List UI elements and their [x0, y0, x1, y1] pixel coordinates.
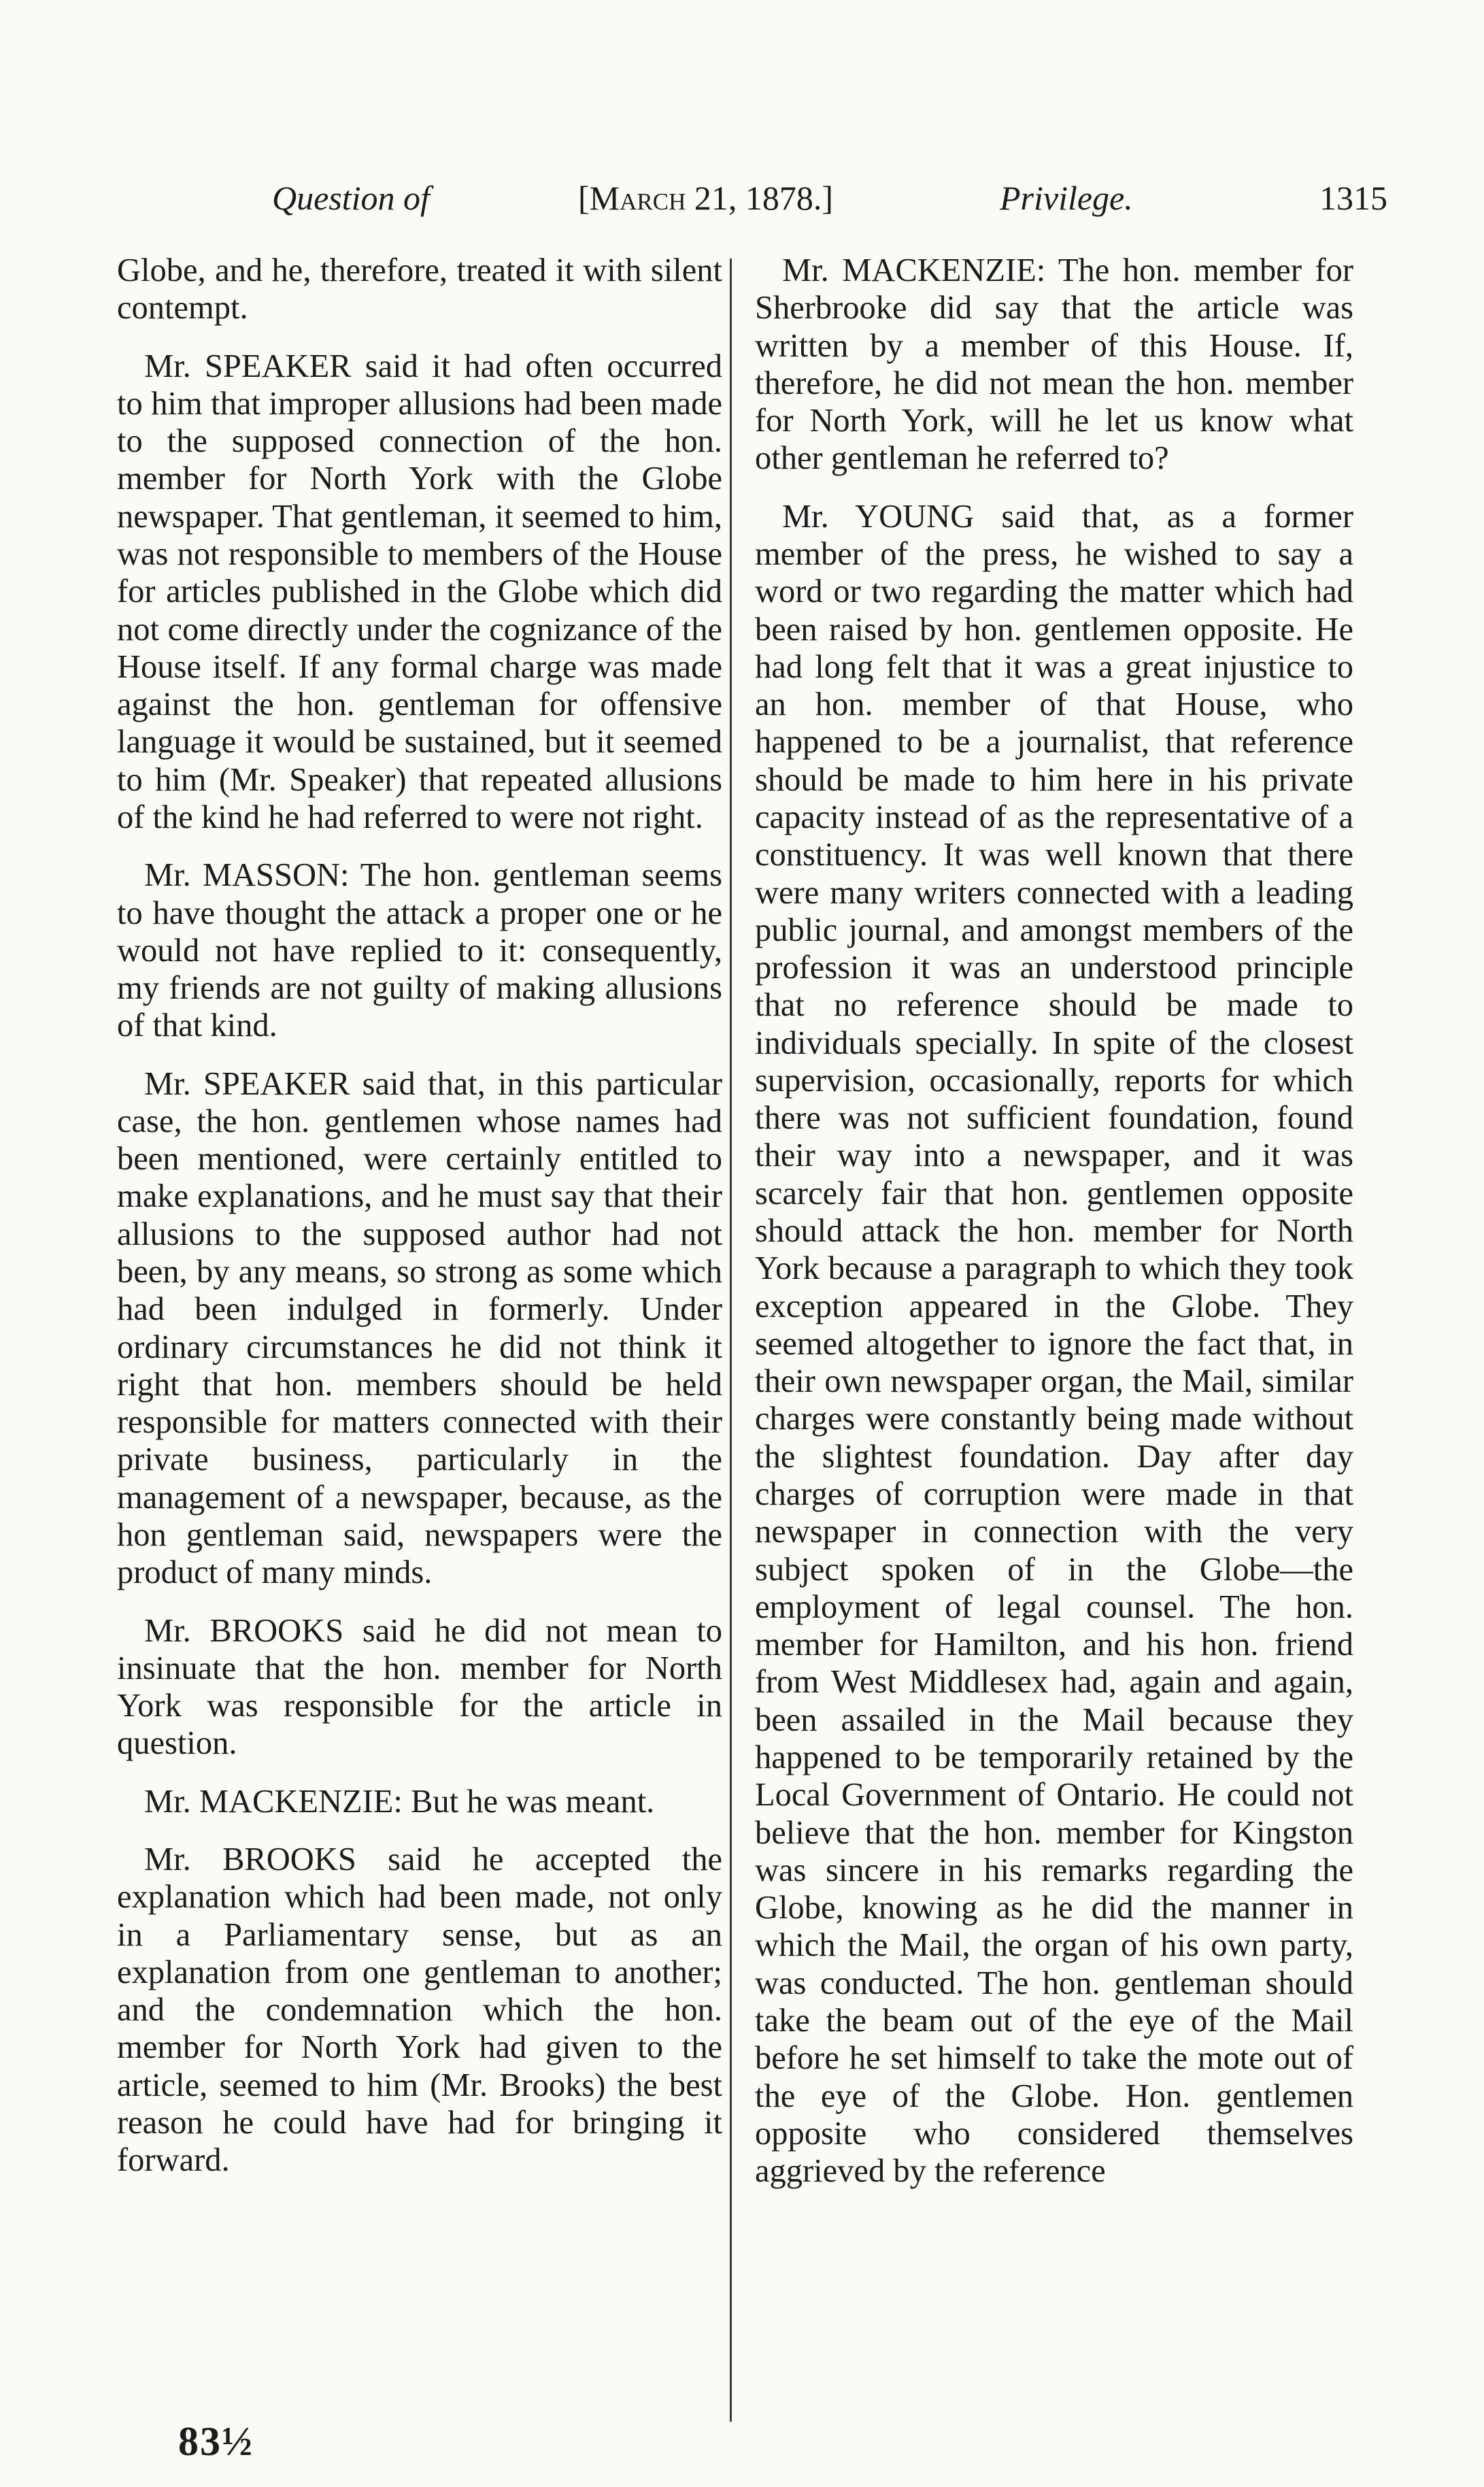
paragraph: Globe, and he, therefore, treated it with silent contempt. — [117, 252, 722, 327]
signature-mark: 83½ — [178, 2419, 254, 2464]
column-divider — [730, 258, 732, 2422]
paragraph: Mr. MASSON: The hon. gentleman seems to have thought the attack a proper one or he would not have replied to it: consequently, my friends are not guilty of making allusions of that kind. — [117, 857, 722, 1044]
page-number: 1315 — [1319, 179, 1387, 217]
paragraph: Mr. MACKENZIE: But he was meant. — [144, 1783, 655, 1820]
paragraph: Mr. SPEAKER said that, in this particular case, the hon. gentlemen whose names had been mentioned, were certainly entitled to make explanations, and he must say that their allusions to the supposed author had not been, by any means, so strong as some which had been indulged in formerly. Under ordinary circumstances he did not think it right that hon. members should be held responsible for matters connected with their private business, particularly in the management of a newspaper, because, as the hon gentleman said, newspapers were the product of many minds. — [117, 1065, 722, 1591]
paragraph: Mr. SPEAKER said it had often occurred to him that improper allusions had been made to the supposed connection of the hon. member for North York with the Globe newspaper. That gentleman, it seemed to him, was not responsible to members of the House for articles published in the Globe which did not come directly under the cognizance of the House itself. If any formal charge was made against the hon. gentleman for offensive language it would be sustained, but it seemed to him (Mr. Speaker) that repeated allusions of the kind he had referred to were not right. — [117, 348, 722, 835]
header-right: Privilege. — [1000, 179, 1133, 217]
right-column — [755, 252, 1353, 2210]
header-date: [March 21, 1878.] — [578, 179, 833, 217]
left-column — [117, 252, 722, 2200]
paragraph: Mr. YOUNG said that, as a former member of the press, he wished to say a word or two regarding the matter which had been raised by hon. gentlemen opposite. He had long felt that it was a great injustice to an hon. member of that House, who happened to be a journalist, that reference should be made to him here in his private capacity instead of as the representative of a constituency. It was well known that there were many writers connected with a leading public journal, and amongst members of the profession it was an understood principle that no reference should be made to individuals specially. In spite of the closest supervision, occasionally, reports for which there was not sufficient foundation, found their way into a newspaper, and it was scarcely fair that hon. gentlemen opposite should attack the hon. member for North York because a paragraph to which they took exception appeared in the Globe. They seemed altogether to ignore the fact that, in their own newspaper organ, the Mail, similar charges were constantly being made without the slightest foundation. Day after day charges of corruption were made in that newspaper in connection with the very subject spoken of in the Globe—the employment of legal counsel. The hon. member for Hamilton, and his hon. friend from West Middlesex had, again and again, been assailed in the Mail because they happened to be temporarily retained by the Local Government of Ontario. He could not believe that the hon. member for Kingston was sincere in his remarks regarding the Globe, knowing as he did the manner in which the Mail, the organ of his own party, was conducted. The hon. gentleman should take the beam out of the eye of the Mail before he set himself to take the mote out of the eye of the Globe. Hon. gentlemen opposite who considered themselves aggrieved by the reference — [755, 498, 1353, 2190]
header-left: Question of — [272, 179, 430, 217]
paragraph: Mr. BROOKS said he did not mean to insinuate that the hon. member for North York was responsible for the article in question. — [117, 1612, 722, 1762]
page-header — [258, 178, 1387, 233]
paragraph: Mr. BROOKS said he accepted the explanation which had been made, not only in a Parliamentary sense, but as an explanation from one gentleman to another; and the condemnation which the hon. member for North York had given to the article, seemed to him (Mr. Brooks) the best reason he could have had for bringing it forward. — [117, 1841, 722, 2179]
paragraph: Mr. MACKENZIE: The hon. member for Sherbrooke did say that the article was written by a member of this House. If, therefore, he did not mean the hon. member for North York, will he let us know what other gentleman he referred to? — [755, 252, 1353, 477]
